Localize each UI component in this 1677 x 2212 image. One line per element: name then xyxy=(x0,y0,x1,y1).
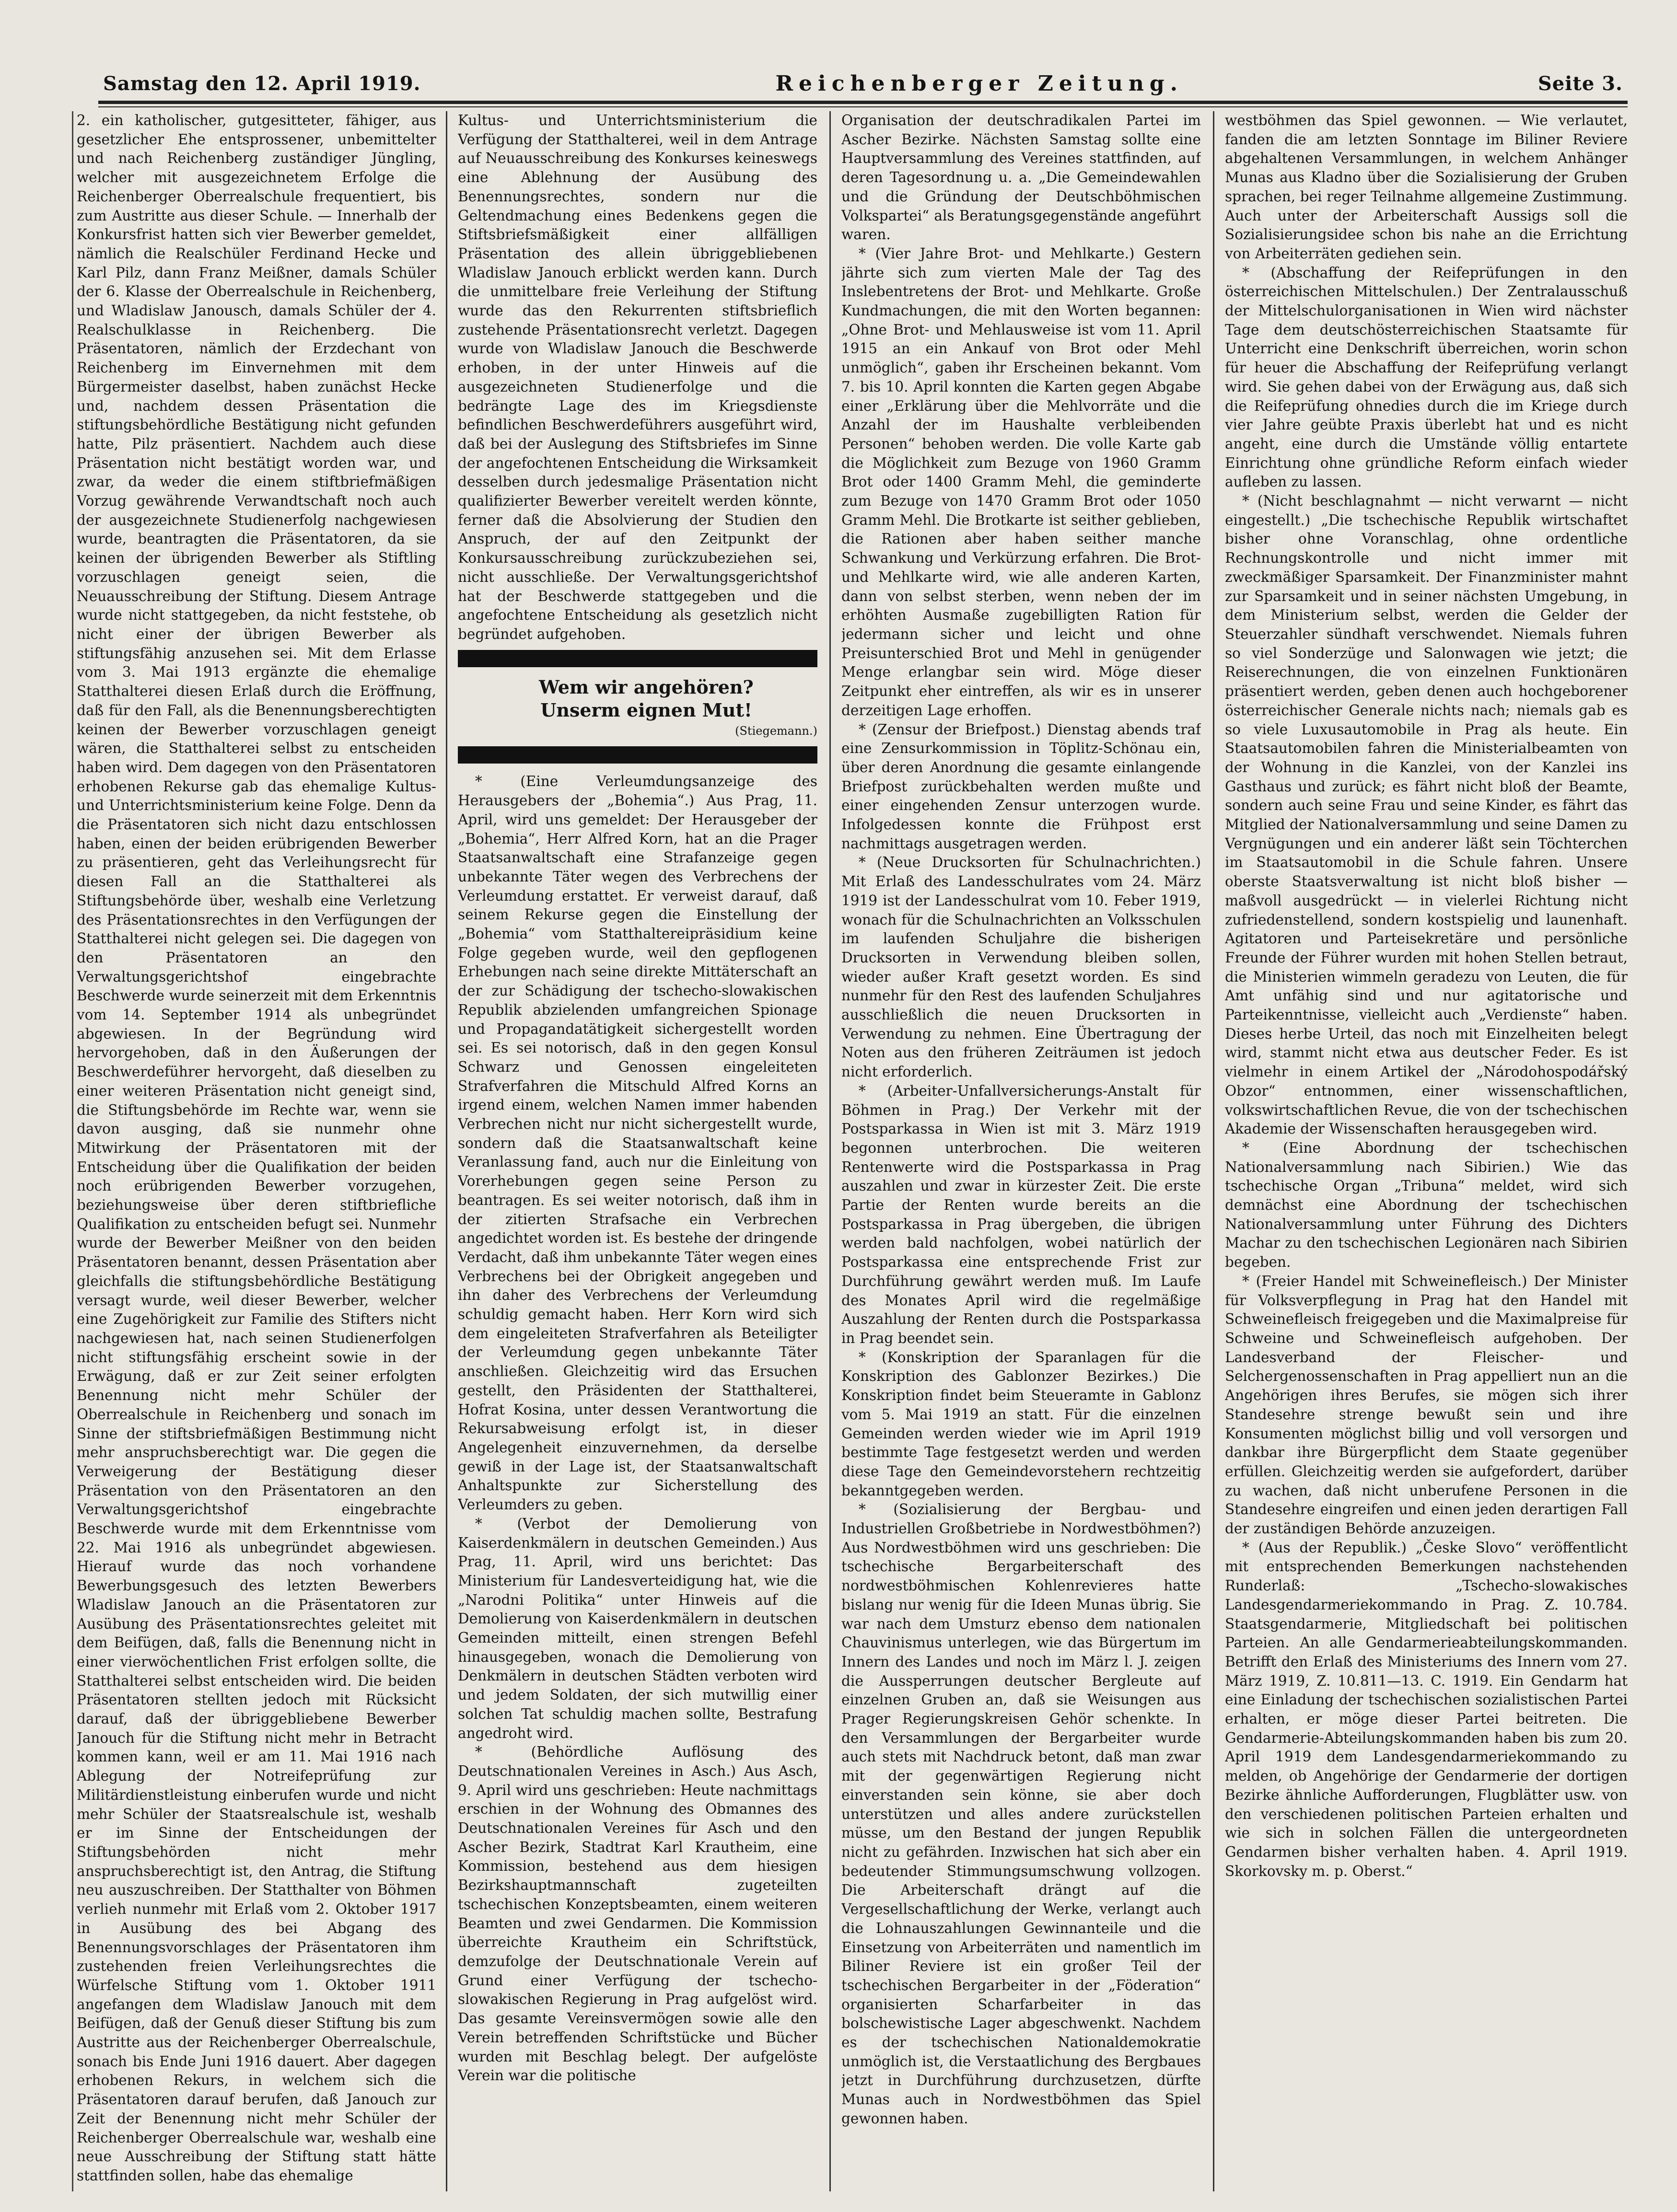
article-paragraph: * (Nicht beschlagnahmt — nicht verwarnt — nicht eingestellt.) „Die tschechische Republik wirtschaftet bisher ohne Voranschlag, ohne ordentliche Rechnungskontrolle und nicht immer mit zweckmäßiger Sparsamkeit. Der Finanzminister mahnt zur Sparsamkeit und in seiner nächsten Umgebung, in dem Ministerium selbst, werden die Gelder der Steuerzahler sündhaft verschwendet. Niemals fuhren so viel Sonderzüge und Salonwagen wie jetzt; die Reiserechnungen, die von einzelnen Funktionären präsentiert werden, geben denen auch hochgeborener österreichischer Generale nichts nach; niemals gab es so viele Luxusautomobile in Prag als heute. Ein Staatsautomobilen fahren die Ministerialbeamten von der Wohnung in die Kanzlei, von der Kanzlei ins Gasthaus und zurück; es fährt nicht bloß der Beamte, sondern auch seine Frau und seine Kinder, es fährt das Mitglied der Nationalversammlung und seine Damen zu Vergnügungen und ein anderer läßt sein Töchterchen im Staatsautomobil in die Schule fahren. Unsere oberste Staatsverwaltung ist nicht bloß bisher — maßvoll ausgedrückt — in vielerlei Richtung nicht zufriedenstellend, sondern kostspielig und launenhaft. Agitatoren und Parteisekretäre und persönliche Freunde der Führer wurden mit hohen Stellen betraut, die Ministerien wimmeln geradezu von Leuten, die für Amt unfähig sind und nur agitatorische und Parteikenntnisse, vielleicht auch „Verdienste“ haben. Dieses herbe Urteil, das noch mit Einzelheiten belegt wird, stammt nicht etwa aus deutscher Feder. Es ist vielmehr in einem Artikel der „Národohospodářský Obzor“ entnommen, einer wissenschaftlichen, volkswirtschaftlichen Revue, die von der tschechischen Akademie der Wissenschaften herausgegeben wird. xyxy=(1225,493,1628,1137)
article-paragraph: westböhmen das Spiel gewonnen. — Wie verlautet, fanden die am letzten Sonntage im Biliner Reviere abgehaltenen Versammlungen, in welchem Anhänger Munas aus Kladno über die Sozialisierung der Gruben sprachen, bei reger Teilnahme allgemeine Zustimmung. Auch unter der Arbeiterschaft Aussigs soll die Sozialisierungsidee schon bis nahe an die Errichtung von Arbeiterräten gediehen sein. xyxy=(1225,112,1628,262)
column-separator xyxy=(446,111,447,2191)
column-4 xyxy=(1225,111,1628,2187)
motto-line: Wem wir angehören? xyxy=(539,676,754,698)
article-paragraph: * (Behördliche Auflösung des Deutschnationalen Vereines in Asch.) Aus Asch, 9. April wird uns geschrieben: Heute nachmittags erschien in der Wohnung des Obmannes des Deutschnationalen Vereines für Asch und den Ascher Bezirk, Stadtrat Karl Krautheim, eine Kommission, bestehend aus dem hiesigen Bezirkshauptmannschaft zugeteilten tschechischen Konzeptsbeamten, einem weiteren Beamten und zwei Gendarmen. Die Kommission überreichte Krautheim ein Schriftstück, demzufolge der Deutschnationale Verein auf Grund einer Verfügung der tschecho-slowakischen Regierung in Prag aufgelöst wird. Das gesamte Vereinsvermögen sowie alle den Verein betreffenden Schriftstücke und Bücher wurden mit Beschlag belegt. Der aufgelöste Verein war die politische xyxy=(458,1744,817,2084)
article-paragraph: Kultus- und Unterrichtsministerium die Verfügung der Statthalterei, weil in dem Antrage auf Neuausschreibung des Konkurses keineswegs eine Ablehnung der Ausübung des Benennungsrechtes, sondern nur die Geltendmachung eines Bedenkens gegen die Stiftsbriefsmäßigkeit einer allfälligen Präsentation des allein übriggebliebenen Wladislaw Janouch erblickt werden kann. Durch die unmittelbare freie Verleihung der Stiftung wurde das den Rekurrenten stiftsbrieflich zustehende Präsentationsrecht verletzt. Dagegen wurde von Wladislaw Janouch die Beschwerde erhoben, in der unter Hinweis auf die ausgezeichneten Studienerfolge und die bedrängte Lage des im Kriegsdienste befindlichen Beschwerdeführers ausgeführt wird, daß bei der Auslegung des Stiftsbriefes im Sinne der angefochtenen Entscheidung die Wirksamkeit desselben durch jedesmalige Präsentation nicht qualifizierter Bewerber vereitelt werden könnte, ferner daß die Absolvierung der Studien den Anspruch, der auf den Zeitpunkt der Konkursausschreibung zurückzubeziehen sei, nicht ausschließe. Der Verwaltungsgerichtshof hat der Beschwerde stattgegeben und die angefochtene Entscheidung als gesetzlich nicht begründet aufgehoben. xyxy=(458,112,817,642)
column-separator xyxy=(1213,111,1214,2191)
column-2 xyxy=(458,111,817,2187)
article-paragraph: * (Verbot der Demolierung von Kaiserdenkmälern in deutschen Gemeinden.) Aus Prag, 11. April, wird uns berichtet: Das Ministerium für Landesverteidigung hat, wie die „Narodni Politika“ unter Hinweis auf die Demolierung von Kaiserdenkmälern in deutschen Gemeinden mitteilt, einen strengen Befehl hinausgegeben, wonach die Demolierung von Denkmälern in deutschen Städten verboten wird und jedem Soldaten, der sich mutwillig einer solchen Tat schuldig machen sollte, Bestrafung angedroht wird. xyxy=(458,1515,817,1741)
article-paragraph: * (Konskription der Sparanlagen für die Konskription des Gablonzer Bezirkes.) Die Konskription findet beim Steueramte in Gablonz vom 5. Mai 1919 an statt. Für die einzelnen Gemeinden werden wieder wie im April 1919 bestimmte Tage festgesetzt werden und werden diese Tage den Gemeindevorstehern rechtzeitig bekanntgegeben werden. xyxy=(841,1349,1201,1499)
article-paragraph: * (Neue Drucksorten für Schulnachrichten.) Mit Erlaß des Landesschulrates vom 24. März 1919 ist der Landesschulrat vom 10. Feber 1919, wonach für die Schulnachrichten an Volksschulen im laufenden Schuljahre die bisherigen Drucksorten in Verwendung bleiben sollen, wieder außer Kraft gesetzt worden. Es sind nunmehr für den Rest des laufenden Schuljahres ausschließlich die neuen Drucksorten in Verwendung zu nehmen. Eine Übertragung der Noten aus den früheren Zeiträumen ist jedoch nicht erforderlich. xyxy=(841,854,1201,1080)
article-paragraph: * (Freier Handel mit Schweinefleisch.) Der Minister für Volksverpflegung in Prag hat den Handel mit Schweinefleisch freigegeben und die Maximalpreise für Schweine und Schweinefleisch aufgehoben. Der Landesverband der Fleischer- und Selchergenossenschaften in Prag appelliert nun an die Angehörigen ihres Berufes, sie mögen sich ihrer Standesehre strenge bewußt sein und ihre Konsumenten möglichst billig und voll versorgen und dankbar ihre Bürgerpflicht dem Staate gegenüber erfüllen. Gleichzeitig werden sie aufgefordert, darüber zu wachen, daß nicht unberufene Personen in die Standesehre eingreifen und einen jeden derartigen Fall der zuständigen Behörde anzuzeigen. xyxy=(1225,1273,1628,1537)
article-paragraph: * (Aus der Republik.) „Česke Slovo“ veröffentlicht mit entsprechenden Bemerkungen nachstehenden Runderlaß: „Tschecho-slowakisches Landesgendarmeriekommando in Prag. Z. 10.784. Staatsgendarmerie, Mitgliedschaft bei politischen Parteien. An alle Gendarmerieabteilungskommanden. Betrifft den Erlaß des Ministeriums des Innern vom 27. März 1919, Z. 10.811—13. C. 1919. Ein Gendarm hat eine Einladung der tschechischen sozialistischen Partei erhalten, er möge dieser Partei beitreten. Die Gendarmerie-Abteilungskommanden haben bis zum 20. April 1919 dem Landesgendarmeriekommando zu melden, ob Angehörige der Gendarmerie der dortigen Bezirke ähnliche Aufforderungen, Flugblätter usw. von den verschiedenen politischen Parteien erhalten und wie sich in solchen Fällen die untergeordneten Gendarmen bisher verhalten haben. 4. April 1919. Skorkovsky m. p. Oberst.“ xyxy=(1225,1539,1628,1879)
page-header xyxy=(103,66,1623,101)
article-paragraph: * (Abschaffung der Reifeprüfungen in den österreichischen Mittelschulen.) Der Zentralausschuß der Mittelschulorganisationen in Wien wird nächster Tage dem deutschösterreichischen Staatsamte für Unterricht eine Denkschrift überreichen, worin schon für heuer die Abschaffung der Reifeprüfung verlangt wird. Sie gehen dabei von der Erwägung aus, daß sich die Reifeprüfung ohnedies durch die im Kriege durch vier Jahre geübte Praxis überlebt hat und es nicht angeht, eine durch die Umstände völlig entartete Einrichtung ohne gründliche Reform einfach wieder aufleben zu lassen. xyxy=(1225,264,1628,490)
article-paragraph: * (Zensur der Briefpost.) Dienstag abends traf eine Zensurkommission in Töplitz-Schönau ein, über deren Anordnung die gesamte einlangende Briefpost zurückbehalten werden mußte und einer eingehenden Zensur unterzogen wurde. Infolgedessen konnte die Frühpost erst nachmittags ausgetragen werden. xyxy=(841,721,1201,852)
column-1 xyxy=(77,111,436,2187)
decorative-bar xyxy=(458,650,817,667)
page-number: Seite 3. xyxy=(1537,72,1623,95)
header-rule-thick xyxy=(98,101,1628,104)
article-paragraph: * (Eine Verleumdungsanzeige des Herausgebers der „Bohemia“.) Aus Prag, 11. April, wird uns gemeldet: Der Herausgeber der „Bohemia“, Herr Alfred Korn, hat an die Prager Staatsanwaltschaft eine Strafanzeige gegen unbekannte Täter wegen des Verbrechens der Verleumdung erstattet. Er verweist darauf, daß seinem Rekurse gegen die Einstellung der „Bohemia“ vom Statthaltereipräsidium keine Folge gegeben wurde, weil den gepflogenen Erhebungen nach seine direkte Mittäterschaft an der zur Schädigung der tschecho-slowakischen Republik abzielenden umfangreichen Spionage und Propagandatätigkeit sichergestellt worden sei. Es sei notorisch, daß in den gegen Konsul Schwarz und Genossen eingeleiteten Strafverfahren die Mitschuld Alfred Korns an irgend einem, welchen Namen immer habenden Verbrechen nicht nur nicht sichergestellt wurde, sondern daß die Staatsanwaltschaft keine Veranlassung fand, auch nur die Einleitung von Vorerhebungen gegen seine Person zu beantragen. Es sei weiter notorisch, daß ihm in der zitierten Strafsache ein Verbrechen angedichtet worden ist. Es bestehe der dringende Verdacht, daß ihm unbekannte Täter wegen eines Verbrechens bei der Obrigkeit angegeben und ihn daher des Verbrechens der Verleumdung schuldig gemacht haben. Herr Korn wird sich dem eingeleiteten Strafverfahren als Beteiligter der Verleumdung gegen unbekannte Täter anschließen. Gleichzeitig wird das Ersuchen gestellt, den Präsidenten der Statthalterei, Hofrat Kosina, unter dessen Verantwortung die Rekursabweisung erfolgt ist, in dieser Angelegenheit einzuvernehmen, da derselbe gewiß in der Lage ist, der Staatsanwaltschaft Anhaltspunkte zur Sicherstellung des Verleumders zu geben. xyxy=(458,773,817,1513)
column-separator xyxy=(829,111,831,2191)
article-paragraph: Organisation der deutschradikalen Partei im Ascher Bezirke. Nächsten Samstag sollte eine Hauptversammlung des Vereines stattfinden, auf deren Tagesordnung u. a. „Die Gemeindewahlen und die Gründung der Deutschböhmischen Volkspartei“ als Beratungsgegenstände angeführt waren. xyxy=(841,112,1201,243)
article-paragraph: 2. ein katholischer, gutgesitteter, fähiger, aus gesetzlicher Ehe entsprossener, unbemittelter und nach Reichenberg zuständiger Jüngling, welcher mit ausgezeichnetem Erfolge die Reichenberger Oberrealschule frequentiert, bis zum Austritte aus dieser Schule. — Innerhalb der Konkursfrist hatten sich vier Bewerber gemeldet, nämlich die Realschüler Ferdinand Hecke und Karl Pilz, dann Franz Meißner, damals Schüler der 6. Klasse der Oberrealschule in Reichenberg, und Wladislaw Janousch, damals Schüler der 4. Realschulklasse in Reichenberg. Die Präsentatoren, nämlich der Erzdechant von Reichenberg im Einvernehmen mit dem Bürgermeister daselbst, haben zunächst Hecke und, nachdem dessen Präsentation die stiftungsbehördliche Bestätigung nicht gefunden hatte, Pilz präsentiert. Nachdem auch diese Präsentation nicht bestätigt worden war, und zwar, da weder die einem stiftbriefmäßigen Vorzug gewährende Verwandtschaft noch auch der ausgezeichnete Studienerfolg nachgewiesen wurde, beantragten die Präsentatoren, da sie keinen der übrigenden Bewerber als Stiftling vorzuschlagen geneigt seien, die Neuausschreibung der Stiftung. Diesem Antrage wurde nicht stattgegeben, da nicht feststehe, ob nicht einer der übrigen Bewerber als stiftungsfähig anzusehen sei. Mit dem Erlasse vom 3. Mai 1913 ergänzte die ehemalige Statthalterei diesen Erlaß durch die Eröffnung, daß für den Fall, als die Benennungsberechtigten keinen der Bewerber vorzuschlagen geneigt wären, die Statthalterei selbst zu entscheiden haben wird. Dem dagegen von den Präsentatoren erhobenen Rekurse gab das ehemalige Kultus- und Unterrichtsministerium keine Folge. Denn da die Präsentatoren sich nicht dazu entschlossen haben, einen der beiden erübrigenden Bewerber zu präsentieren, geht das Verleihungsrecht für diesen Fall an die Statthalterei als Stiftungsbehörde über, weshalb eine Verletzung des Präsentationsrechtes in den Verfügungen der Statthalterei nicht gelegen sei. Die dagegen von den Präsentatoren an den Verwaltungsgerichtshof eingebrachte Beschwerde wurde seinerzeit mit dem Erkenntnis vom 14. September 1914 als unbegründet abgewiesen. In der Begründung wird hervorgehoben, daß in den Äußerungen der Beschwerdeführer hervorgeht, daß dieselben zu einer weiteren Präsentation nicht geneigt sind, die Stiftungsbehörde im Rechte war, wenn sie davon ausging, daß sie nunmehr ohne Mitwirkung der Präsentatoren mit der Entscheidung über die Qualifikation der beiden noch erübrigenden Bewerber vorzugehen, beziehungsweise über deren stiftbriefliche Qualifikation zu entscheiden befugt sei. Nunmehr wurde der Bewerber Meißner von den beiden Präsentatoren benannt, dessen Präsentation aber gleichfalls die stiftungsbehördliche Bestätigung versagt wurde, weil dieser Bewerber, welcher eine Zugehörigkeit zur Familie des Stifters nicht nachgewiesen hat, nach seinen Studienerfolgen nicht stiftungsfähig erscheint sowie in der Erwägung, daß er zur Zeit seiner erfolgten Benennung nicht mehr Schüler der Oberrealschule in Reichenberg und sonach im Sinne der stiftsbriefmäßigen Bestimmung nicht mehr anspruchsberechtigt war. Die gegen die Verweigerung der Bestätigung dieser Präsentation von den Präsentatoren an den Verwaltungsgerichtshof eingebrachte Beschwerde wurde mit dem Erkenntnisse vom 22. Mai 1916 als unbegründet abgewiesen. Hierauf wurde das noch vorhandene Bewerbungsgesuch des letzten Bewerbers Wladislaw Janouch an die Präsentatoren zur Ausübung des Präsentationsrechtes geleitet mit dem Beifügen, daß, falls die Benennung nicht in einer vierwöchentlichen Frist erfolgen sollte, die Statthalterei selbst entscheiden wird. Die beiden Präsentatoren stellten jedoch mit Rücksicht darauf, daß der übriggebliebene Bewerber Janouch für die Stiftung nicht mehr in Betracht kommen kann, weil er am 11. Mai 1916 nach Ablegung der Notreifeprüfung zur Militärdienstleistung einberufen wurde und nicht mehr Schüler der Staatsrealschule ist, weshalb er im Sinne der Entscheidungen der Stiftungsbehörden nicht mehr anspruchsberechtigt ist, den Antrag, die Stiftung neu auszuschreiben. Der Statthalter von Böhmen verlieh nunmehr mit Erlaß vom 2. Oktober 1917 in Ausübung des bei Abgang des Benennungsvorschlages der Präsentatoren ihm zustehenden freien Verleihungsrechtes die Würfelsche Stiftung vom 1. Oktober 1911 angefangen dem Wladislaw Janouch mit dem Beifügen, daß der Genuß dieser Stiftung bis zum Austritte aus der Reichenberger Oberrealschule, sonach bis Ende Juni 1916 dauert. Aber dagegen erhobenen Rekurs, in welchem sich die Präsentatoren darauf berufen, daß Janouch zur Zeit der Benennung nicht mehr Schüler der Reichenberger Oberrealschule war, weshalb eine neue Ausschreibung der Stiftung statt hätte stattfinden sollen, habe das ehemalige xyxy=(77,112,436,2184)
masthead-title: Reichenberger Zeitung. xyxy=(775,71,1183,96)
motto-line: Unserm eignen Mut! xyxy=(540,699,752,721)
article-paragraph: * (Vier Jahre Brot- und Mehlkarte.) Gestern jährte sich zum vierten Male der Tag des Inslebentretens der Brot- und Mehlkarte. Große Kundmachungen, die mit den Worten begannen: „Ohne Brot- und Mehlausweise ist vom 11. April 1915 an ein Ankauf von Brot oder Mehl unmöglich“, gaben ihr Erscheinen bekannt. Vom 7. bis 10. April konnten die Karten gegen Abgabe einer „Erklärung über die Mehlvorräte und die Anzahl der im Haushalte verbleibenden Personen“ behoben werden. Die volle Karte gab die Möglichkeit zum Bezuge von 1960 Gramm Brot oder 1400 Gramm Mehl, die geminderte zum Bezuge von 1470 Gramm Brot oder 1050 Gramm Mehl. Die Brotkarte ist seither geblieben, die Rationen aber haben seither manche Schwankung und Verkürzung erfahren. Die Brot- und Mehlkarte wird, wie alle anderen Karten, dann von selbst sterben, wenn neben der im erhöhten Ausmaße zugebilligten Ration für jedermann sicher und leicht und ohne Preisunterschied Brot und Mehl in genügender Menge erlangbar sein wird. Möge dieser Zeitpunkt eher eintreffen, als wir es in unserer derzeitigen Lage erhoffen. xyxy=(841,245,1201,718)
article-paragraph: * (Eine Abordnung der tschechischen Nationalversammlung nach Sibirien.) Wie das tschechische Organ „Tribuna“ meldet, wird sich demnächst eine Abordnung der tschechischen Nationalversammlung unter Führung des Dichters Machar zu den tschechischen Legionären nach Sibirien begeben. xyxy=(1225,1139,1628,1271)
article-paragraph: * (Sozialisierung der Bergbau- und Industriellen Großbetriebe in Nordwestböhmen?) Aus Nordwestböhmen wird uns geschrieben: Die tschechische Bergarbeiterschaft des nordwestböhmischen Kohlenrevieres hatte bislang nur wenig für die Ideen Munas übrig. Sie war nach dem Umsturz ebenso dem nationalen Chauvinismus unterlegen, wie das Bürgertum im Innern des Landes und noch im März l. J. zeigen die Aussperrungen deutscher Bergleute auf einzelnen Gruben an, daß sie Weisungen aus Prager Regierungskreisen Gehör schenkte. In den Versammlungen der Bergarbeiter wurde auch stets mit Nachdruck betont, daß man zwar mit der gegenwärtigen Regierung nicht einverstanden sein könne, sie aber doch unterstützen und alles andere zurückstellen müsse, um den Bestand der jungen Republik nicht zu gefährden. Inzwischen hat sich aber ein bedeutender Stimmungsumschwung vollzogen. Die Arbeiterschaft drängt auf die Vergesellschaftlichung der Werke, verlangt auch die Lohnauszahlungen Gewinnanteile und die Einsetzung von Arbeiterräten und namentlich im Biliner Reviere ist ein großer Teil der tschechischen Bergarbeiter in der „Föderation“ organisierten Scharfarbeiter in das bolschewistische Lager abgeschwenkt. Nachdem es der tschechischen Nationaldemokratie unmöglich ist, die Verstaatlichung des Bergbaues jetzt in Durchführung durchzusetzen, dürfte Munas auch in Nordwestböhmen das Spiel gewonnen haben. xyxy=(841,1501,1201,2127)
issue-date: Samstag den 12. April 1919. xyxy=(103,72,421,95)
page-edge-line xyxy=(72,111,73,2191)
column-3 xyxy=(841,111,1201,2187)
header-rule-thin xyxy=(98,106,1628,107)
decorative-bar xyxy=(458,746,817,764)
article-paragraph: * (Arbeiter-Unfallversicherungs-Anstalt für Böhmen in Prag.) Der Verkehr mit der Postsparkassa in Wien ist mit 3. März 1919 begonnen unterbrochen. Die weiteren Rentenwerte wird die Postsparkassa in Prag auszahlen und zwar in kürzester Zeit. Die erste Partie der Renten wurde bereits an die Postsparkassa in Prag übergeben, die übrigen werden bald nachfolgen, wobei natürlich der Postsparkassa eine entsprechende Frist zur Durchführung gewährt werden muß. Im Laufe des Monates April wird die regelmäßige Auszahlung der Renten durch die Postsparkassa in Prag beendet sein. xyxy=(841,1082,1201,1346)
motto-source: (Stiegemann.) xyxy=(735,724,817,738)
